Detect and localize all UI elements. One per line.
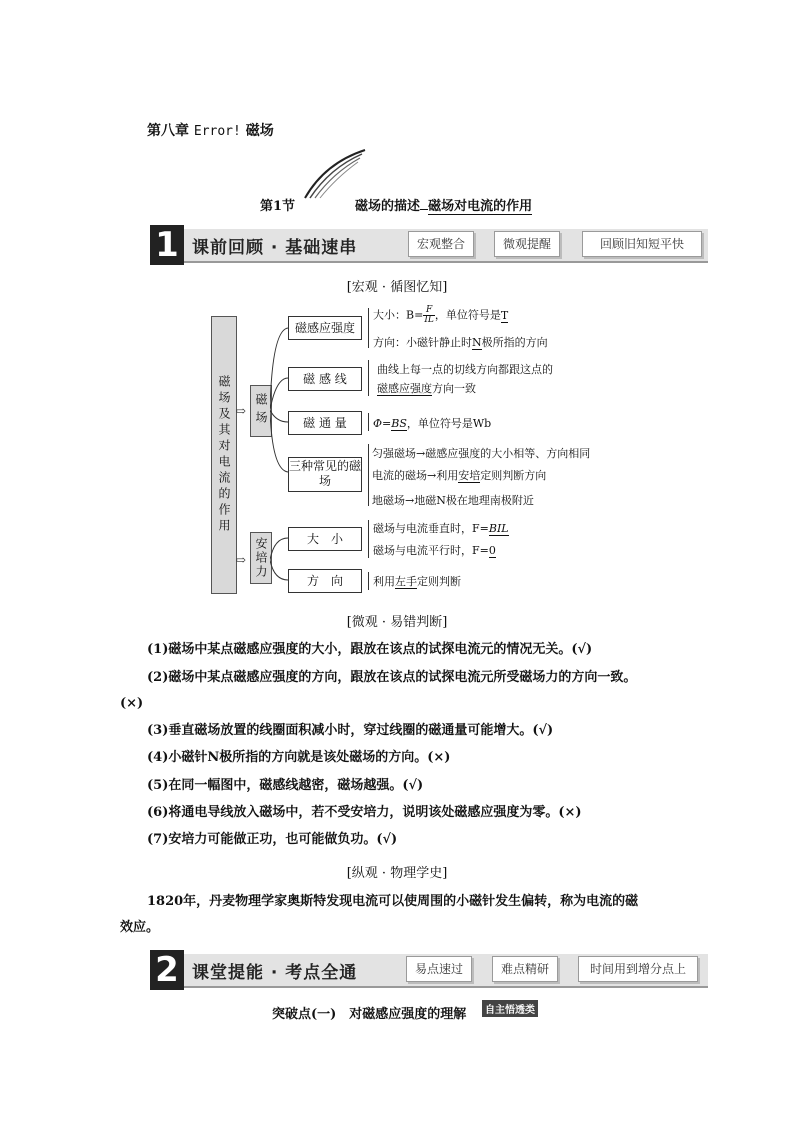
- note-strength-size: 大小：B= $\frac{F}{IL}$ ，单位符号是T: [373, 305, 509, 325]
- judgment-1: (1)磁场中某点磁感应强度的大小，跟放在该点的试探电流元的情况无关。(√): [147, 642, 593, 657]
- judgment-3: (3)垂直磁场放置的线圈面积减小时，穿过线圈的磁通量可能增大。(√): [147, 723, 554, 738]
- judgment-2: (2)磁场中某点磁感应强度的方向，跟放在该点的试探电流元所受磁场力的方向一致。: [147, 670, 637, 685]
- bracket: [368, 360, 369, 396]
- history-line-2: 效应。: [120, 920, 160, 935]
- node-force-magnitude: 大 小: [288, 527, 362, 551]
- easy-points-button[interactable]: 易点速过: [406, 956, 472, 982]
- note-strength-direction: 方向：小磁针静止时N极所指的方向: [373, 336, 548, 349]
- node-common-fields: 三种常见的磁场: [288, 457, 362, 492]
- chapter-heading: [147, 120, 274, 140]
- chapter-error: Error!: [193, 124, 241, 139]
- note-size-1: 磁场与电流垂直时，F=BIL: [373, 522, 509, 535]
- chapter-prefix: 第八章: [147, 123, 189, 139]
- score-points-button[interactable]: 时间用到增分点上: [578, 956, 698, 982]
- mindmap-root: 磁场及其对电流的作用: [211, 316, 237, 594]
- note-lines-1: 曲线上每一点的切线方向都跟这点的: [377, 363, 553, 376]
- caption-macro: [宏观 · 循图忆知]: [346, 280, 448, 295]
- banner-title: 课前回顾 · 基础速串: [192, 238, 358, 258]
- node-magnetic-flux: 磁 通 量: [288, 411, 362, 435]
- bracket: [368, 572, 369, 590]
- judgment-2-answer: (×): [120, 696, 144, 711]
- node-field-lines: 磁 感 线: [288, 367, 362, 391]
- banner-review: [150, 225, 708, 265]
- micro-reminder-button[interactable]: 微观提醒: [494, 231, 560, 257]
- note-lines-2: 磁感应强度方向一致: [377, 382, 476, 395]
- note-size-2: 磁场与电流平行时，F=0: [373, 544, 496, 557]
- caption-micro: [微观 · 易错判断]: [346, 615, 448, 630]
- section-label: 第1节: [260, 199, 296, 214]
- arrow-right-icon: ⇨: [236, 404, 247, 418]
- chapter-title: 磁场: [245, 123, 274, 139]
- bracket: [368, 413, 369, 431]
- node-magnetic-induction: 磁感应强度: [288, 316, 362, 340]
- branch-field: 磁场: [250, 385, 272, 437]
- breakthrough-tag: 自主悟透类: [482, 1000, 538, 1017]
- banner-number: 2: [150, 950, 184, 990]
- caption-history: [纵观 · 物理学史]: [346, 866, 448, 881]
- banner-title: 课堂提能 · 考点全通: [192, 963, 358, 983]
- banner-classroom: [150, 950, 708, 990]
- note-common-3: 地磁场→地磁N极在地理南极附近: [372, 494, 534, 507]
- mindmap-curves: [270, 310, 290, 590]
- bracket: [368, 444, 369, 506]
- node-force-direction: 方 向: [288, 569, 362, 593]
- arrow-right-icon: ⇨: [236, 553, 247, 567]
- judgment-6: (6)将通电导线放入磁场中，若不受安培力，说明该处磁感应强度为零。(×): [147, 805, 582, 820]
- judgment-5: (5)在同一幅图中，磁感线越密，磁场越强。(√): [147, 778, 424, 793]
- hard-points-button[interactable]: 难点精研: [492, 956, 558, 982]
- bracket: [368, 520, 369, 558]
- section-title: [260, 195, 532, 214]
- macro-integration-button[interactable]: 宏观整合: [408, 231, 474, 257]
- note-common-2: 电流的磁场→利用安培定则判断方向: [372, 469, 547, 482]
- section-title-a: 磁场的描述: [355, 199, 421, 214]
- breakthrough-title: 突破点(一) 对磁感应强度的理解: [272, 1007, 467, 1022]
- section-title-b: 磁场对电流的作用: [428, 199, 533, 214]
- history-line-1: 1820年，丹麦物理学家奥斯特发现电流可以使周围的小磁针发生偏转，称为电流的磁: [147, 894, 639, 909]
- note-flux: Φ=BS，单位符号是Wb: [373, 417, 492, 430]
- judgment-4: (4)小磁针N极所指的方向就是该处磁场的方向。(×): [147, 750, 451, 765]
- judgment-7: (7)安培力可能做正功，也可能做负功。(√): [147, 832, 398, 847]
- note-common-1: 匀强磁场→磁感应强度的大小相等、方向相同: [372, 447, 591, 460]
- branch-force: 安培力: [250, 532, 272, 584]
- note-direction: 利用左手定则判断: [373, 575, 461, 588]
- review-old-knowledge-button[interactable]: 回顾旧知短平快: [582, 231, 702, 257]
- banner-number: 1: [150, 225, 184, 265]
- bracket: [368, 308, 369, 348]
